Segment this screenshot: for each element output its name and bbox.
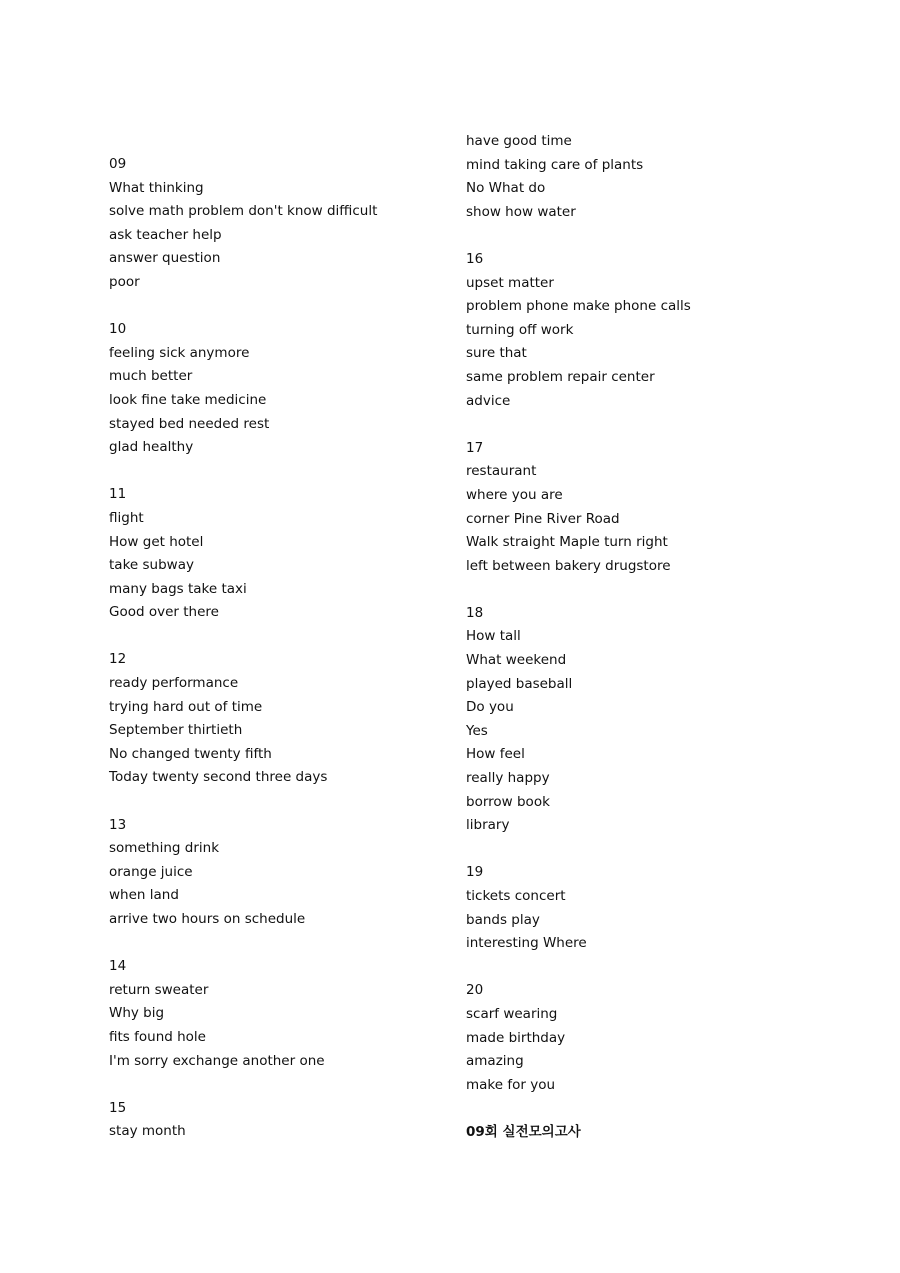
keyword-line: fits found hole bbox=[109, 1028, 206, 1045]
keyword-line: take subway bbox=[109, 557, 194, 574]
question-number: 15 bbox=[109, 1099, 127, 1116]
keyword-line: Yes bbox=[466, 722, 488, 739]
question-number: 13 bbox=[109, 816, 127, 833]
keyword-line: really happy bbox=[466, 770, 550, 787]
section-gap bbox=[466, 1097, 786, 1121]
keyword-line: problem phone make phone calls bbox=[466, 298, 691, 315]
keyword-line: turning off work bbox=[466, 321, 574, 338]
section-gap bbox=[466, 956, 786, 980]
section-gap bbox=[109, 460, 429, 484]
question-section-15 bbox=[109, 1097, 429, 1144]
keyword-line: stayed bed needed rest bbox=[109, 415, 270, 432]
keyword-line: No What do bbox=[466, 180, 546, 197]
question-section-12 bbox=[109, 648, 429, 790]
keyword-line: have good time bbox=[466, 133, 572, 149]
question-number: 20 bbox=[466, 982, 484, 999]
keyword-line: arrive two hours on schedule bbox=[109, 911, 306, 927]
section-gap bbox=[109, 1073, 429, 1097]
section-gap bbox=[109, 932, 429, 956]
keyword-line: many bags take taxi bbox=[109, 580, 247, 597]
question-number: 09 bbox=[109, 156, 127, 172]
question-number: 12 bbox=[109, 651, 127, 668]
keyword-line: tickets concert bbox=[466, 888, 566, 904]
question-section-17 bbox=[466, 437, 786, 579]
keyword-line: upset matter bbox=[466, 274, 554, 291]
keyword-line: Good over there bbox=[109, 604, 219, 621]
keyword-line: solve math problem don't know difficult bbox=[109, 203, 378, 220]
test-title-footer: 09회 실전모의고사 bbox=[466, 1123, 581, 1140]
left-column bbox=[109, 153, 429, 1144]
right-column bbox=[466, 130, 786, 1145]
keyword-line: bands play bbox=[466, 911, 540, 928]
question-section-14 bbox=[109, 955, 429, 1073]
section-gap bbox=[466, 838, 786, 862]
section-gap bbox=[109, 295, 429, 319]
section-gap bbox=[466, 413, 786, 437]
keyword-line: What thinking bbox=[109, 179, 204, 196]
question-section-18 bbox=[466, 602, 786, 838]
keyword-line: What weekend bbox=[466, 652, 567, 669]
keyword-line: Do you bbox=[466, 699, 514, 716]
question-number: 11 bbox=[109, 486, 127, 503]
keyword-line: glad healthy bbox=[109, 439, 194, 456]
keyword-line: September thirtieth bbox=[109, 722, 243, 739]
keyword-line: advice bbox=[466, 392, 511, 409]
question-number: 17 bbox=[466, 439, 484, 456]
keyword-line: library bbox=[466, 817, 510, 834]
keyword-line: answer question bbox=[109, 250, 221, 267]
keyword-line: How get hotel bbox=[109, 533, 204, 550]
keyword-line: scarf wearing bbox=[466, 1005, 558, 1022]
keyword-line: corner Pine River Road bbox=[466, 510, 620, 527]
question-number: 14 bbox=[109, 958, 127, 975]
section-gap bbox=[109, 790, 429, 814]
keyword-line: left between bakery drugstore bbox=[466, 557, 671, 574]
question-section-10 bbox=[109, 318, 429, 460]
keyword-line: interesting Where bbox=[466, 935, 587, 952]
question-section-11 bbox=[109, 483, 429, 625]
section-gap bbox=[466, 224, 786, 248]
keyword-line: return sweater bbox=[109, 981, 209, 998]
question-section-20 bbox=[466, 979, 786, 1097]
keyword-line: much better bbox=[109, 368, 193, 385]
question-number: 18 bbox=[466, 604, 484, 621]
keyword-line: No changed twenty fifth bbox=[109, 745, 272, 762]
keyword-line: ask teacher help bbox=[109, 226, 222, 243]
keyword-line: look fine take medicine bbox=[109, 391, 267, 408]
keyword-line: made birthday bbox=[466, 1029, 566, 1046]
keyword-line: How feel bbox=[466, 746, 525, 763]
question-number: 16 bbox=[466, 250, 484, 267]
question-section-09 bbox=[109, 153, 429, 295]
section-gap bbox=[466, 578, 786, 602]
section-gap bbox=[109, 625, 429, 649]
keyword-line: borrow book bbox=[466, 793, 550, 810]
keyword-line: show how water bbox=[466, 203, 576, 220]
keyword-line: trying hard out of time bbox=[109, 698, 263, 715]
keyword-line: same problem repair center bbox=[466, 368, 655, 385]
keyword-line: played baseball bbox=[466, 675, 573, 692]
question-number: 19 bbox=[466, 864, 484, 881]
keyword-line: I'm sorry exchange another one bbox=[109, 1052, 325, 1069]
keyword-line: amazing bbox=[466, 1053, 524, 1070]
question-section-16 bbox=[466, 248, 786, 413]
question-15-continuation bbox=[466, 130, 786, 224]
keyword-line: when land bbox=[109, 887, 179, 904]
keyword-line: feeling sick anymore bbox=[109, 344, 250, 361]
keyword-line: mind taking care of plants bbox=[466, 156, 644, 173]
keyword-line: stay month bbox=[109, 1123, 186, 1140]
keyword-line: restaurant bbox=[466, 463, 537, 480]
keyword-line: ready performance bbox=[109, 675, 239, 692]
question-section-19 bbox=[466, 861, 786, 955]
question-number: 10 bbox=[109, 321, 127, 338]
keyword-line: Why big bbox=[109, 1005, 165, 1022]
keyword-line: flight bbox=[109, 509, 144, 526]
keyword-line: Walk straight Maple turn right bbox=[466, 534, 668, 551]
keyword-line: where you are bbox=[466, 486, 563, 503]
keyword-line: How tall bbox=[466, 628, 521, 645]
keyword-line: make for you bbox=[466, 1076, 556, 1093]
keyword-line: orange juice bbox=[109, 863, 193, 880]
keyword-line: Today twenty second three days bbox=[109, 769, 328, 786]
keyword-line: poor bbox=[109, 273, 140, 290]
keyword-line: sure that bbox=[466, 345, 527, 362]
question-section-13 bbox=[109, 814, 429, 932]
keyword-line: something drink bbox=[109, 840, 220, 857]
